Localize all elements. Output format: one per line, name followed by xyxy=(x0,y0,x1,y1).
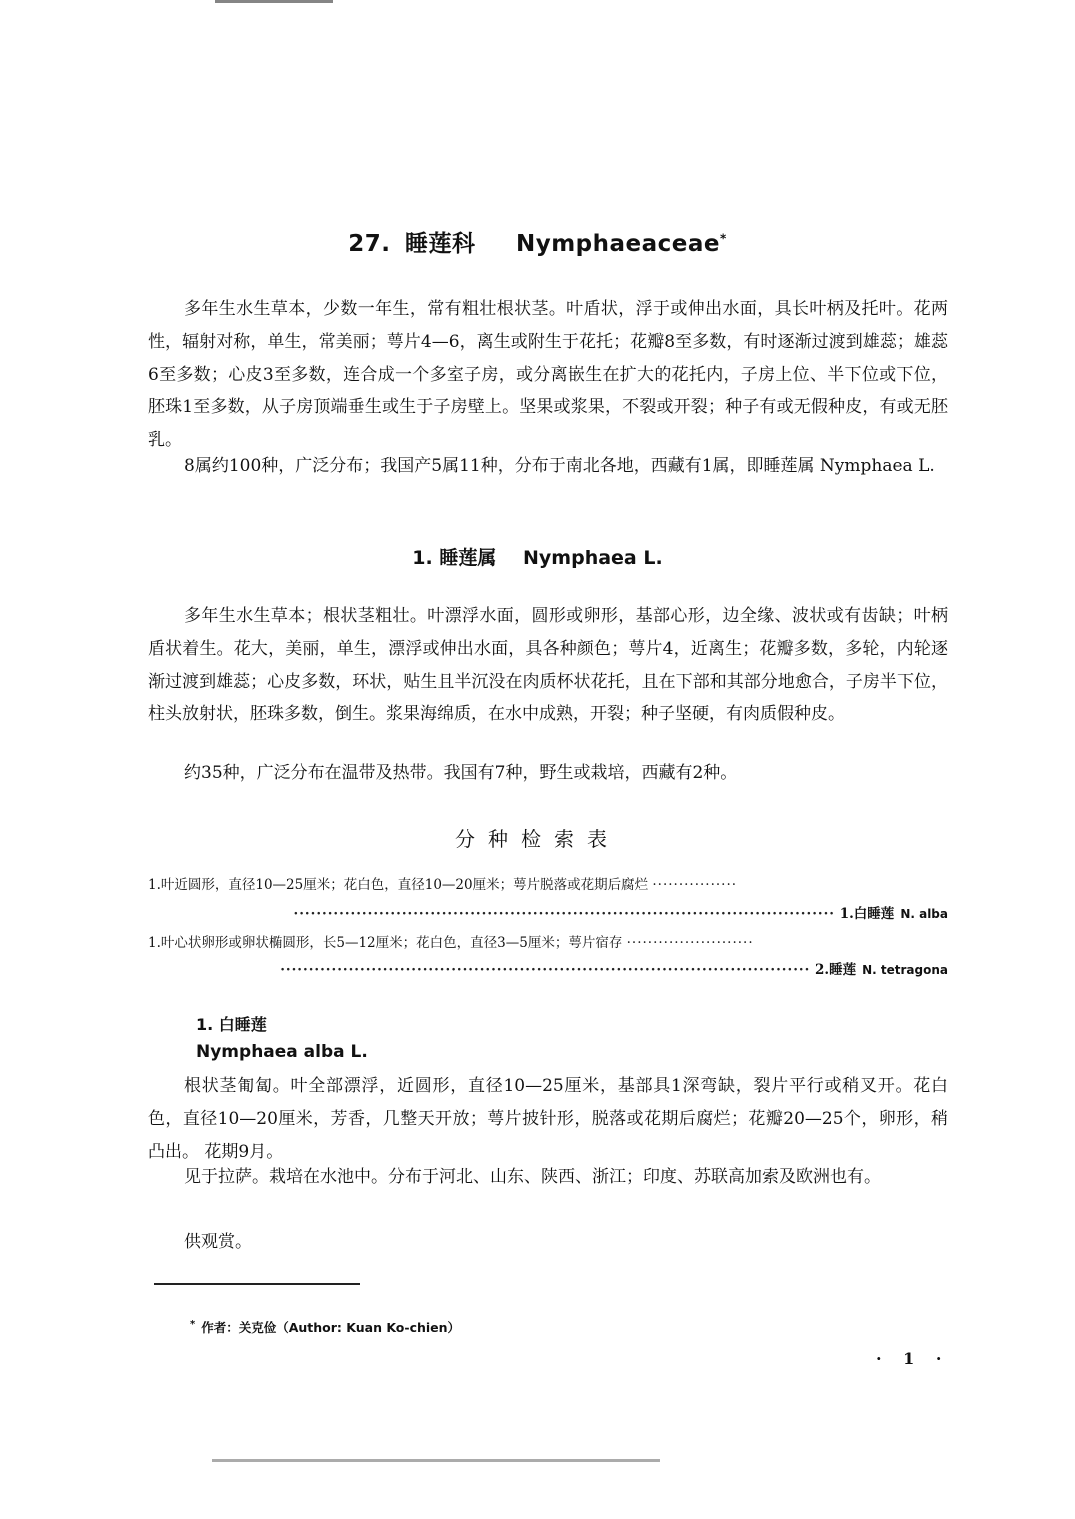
species-use-paragraph: 供观赏。 xyxy=(184,1232,252,1252)
scan-artifact-top xyxy=(215,0,333,3)
page-number: · 1 · xyxy=(876,1349,950,1368)
species-description-paragraph: 根状茎匍匐。叶全部漂浮，近圆形，直径10—25厘米，基部具1深弯缺，裂片平行或稍叉开。花白色，直径10—20厘米，芳香，几整天开放；萼片披针形，脱落或花期后腐烂；花瓣20—25个，卵形，稍凸出。 花期9月。 xyxy=(148,1076,948,1162)
family-description-paragraph: 多年生水生草本，少数一年生，常有粗壮根状茎。叶盾状，浮于或伸出水面，具长叶柄及托叶。花两性，辐射对称，单生，常美丽；萼片4—6，离生或附生于花托；花瓣8至多数，有时逐渐过渡到雄蕊；雄蕊6至多数；心皮3至多数，连合成一个多室子房，或分离嵌生在扩大的花托内，子房上位、半下位或下位，胚珠1至多数，从子房顶端垂生或生于子房壁上。坚果或浆果，不裂或开裂；种子有或无假种皮，有或无胚乳。 xyxy=(148,299,948,451)
genus-number: 1. xyxy=(412,547,433,569)
family-latin-name: Nymphaeaceae xyxy=(515,231,721,257)
key-entry-lead xyxy=(148,874,948,896)
footnote-divider xyxy=(154,1283,360,1285)
species-key-title: 分种检索表 xyxy=(455,827,620,851)
family-number: 27. xyxy=(348,231,391,257)
family-distribution-paragraph: 8属约100种，广泛分布；我国产5属11种，分布于南北各地，西藏有1属，即睡莲属 Nymphaea L. xyxy=(184,456,935,476)
scan-artifact-bottom xyxy=(212,1459,660,1462)
leader-dots: ····························································································· xyxy=(280,962,811,978)
footnote-text: 作者：关克俭（Author: Kuan Ko-chien） xyxy=(201,1320,461,1335)
key-entry-1-result-cn: 1.白睡莲 xyxy=(839,906,895,922)
genus-title xyxy=(0,543,1075,570)
key-entry-2-lead: 1.叶心状卵形或卵状椭圆形，长5—12厘米；花白色，直径3—5厘米；萼片宿存 xyxy=(148,935,623,951)
key-entry-2-result-cn: 2.睡莲 xyxy=(815,962,857,978)
key-entry-lead xyxy=(148,932,948,954)
leader-dots: ······························································································· xyxy=(293,906,836,922)
family-footnote-mark: * xyxy=(720,231,727,246)
genus-latin-name: Nymphaea L. xyxy=(523,547,663,569)
species-latin-name: Nymphaea alba L. xyxy=(196,1042,368,1062)
footnote xyxy=(190,1318,460,1336)
genus-distribution-paragraph: 约35种，广泛分布在温带及热带。我国有7种，野生或栽培，西藏有2种。 xyxy=(184,763,738,783)
leader-dots: ························ xyxy=(626,935,754,951)
footnote-mark: * xyxy=(190,1318,196,1330)
key-entry-1-result-latin: N. alba xyxy=(900,907,948,921)
key-entry-result xyxy=(148,903,948,925)
key-entry-1-lead: 1.叶近圆形，直径10—25厘米；花白色，直径10—20厘米；萼片脱落或花期后腐烂 xyxy=(148,877,649,893)
family-title xyxy=(0,225,1075,258)
leader-dots: ················ xyxy=(652,877,738,893)
family-chinese-name: 睡莲科 xyxy=(404,231,476,257)
genus-chinese-name: 睡莲属 xyxy=(439,547,497,569)
species-heading: 1. 白睡莲 xyxy=(196,1015,267,1034)
key-entry-result xyxy=(148,959,948,981)
key-entry-2-result-latin: N. tetragona xyxy=(862,963,948,977)
genus-description-paragraph: 多年生水生草本；根状茎粗壮。叶漂浮水面，圆形或卵形，基部心形，边全缘、波状或有齿缺；叶柄盾状着生。花大，美丽，单生，漂浮或伸出水面，具各种颜色；萼片4，近离生；花瓣多数，多轮，内轮逐渐过渡到雄蕊；心皮多数，环状，贴生且半沉没在肉质杯状花托，且在下部和其部分地愈合，子房半下位，柱头放射状，胚珠多数，倒生。浆果海绵质，在水中成熟，开裂；种子坚硬，有肉质假种皮。 xyxy=(148,606,948,725)
species-distribution-paragraph: 见于拉萨。栽培在水池中。分布于河北、山东、陕西、浙江；印度、苏联高加索及欧洲也有。 xyxy=(184,1167,881,1187)
